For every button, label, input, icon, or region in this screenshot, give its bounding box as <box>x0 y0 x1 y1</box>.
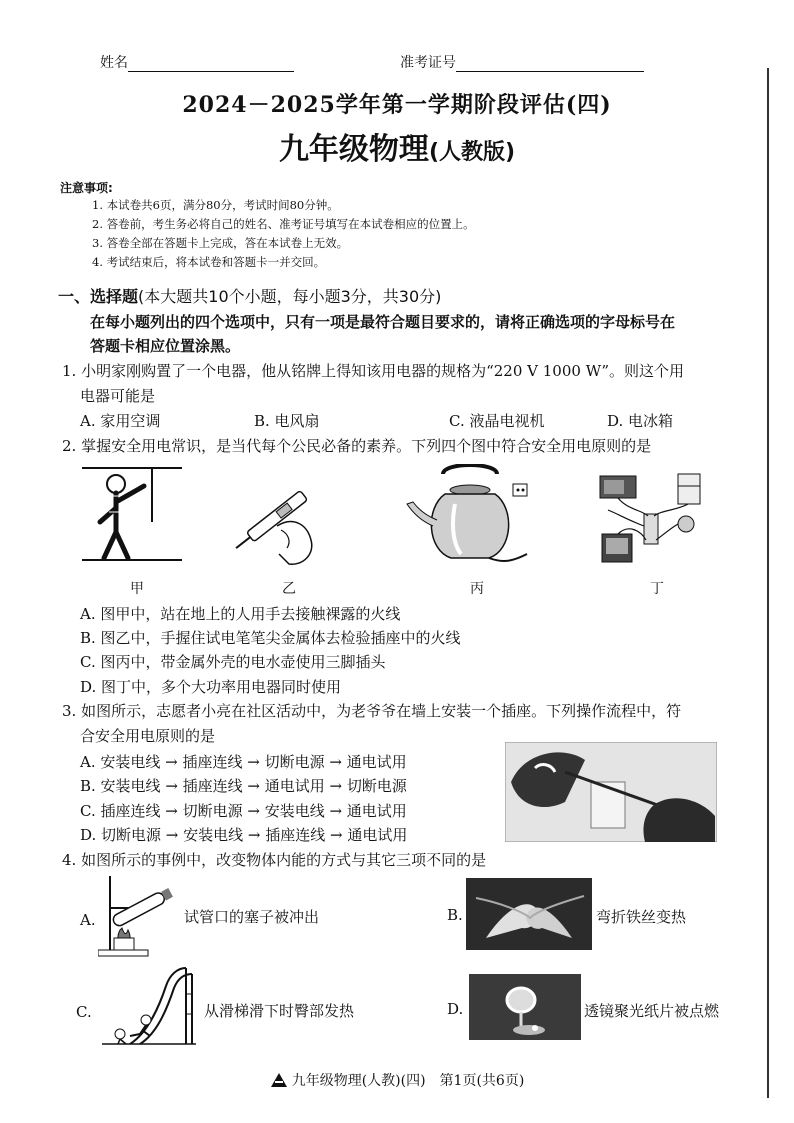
page-footer <box>0 1070 794 1090</box>
q4-option-d-text: 透镜聚光纸片被点燃 <box>584 1002 720 1020</box>
subject-title-edition: (人教版) <box>428 140 516 165</box>
section-heading-note: (本大题共10个小题，每小题3分，共30分) <box>138 287 442 306</box>
q1-option-b: B. 电风扇 <box>254 412 320 430</box>
question-3-text: 3. 如图所示，志愿者小亮在社区活动中，为老爷爷在墙上安装一个插座。下列操作流程中，符 <box>62 702 682 720</box>
q4-option-c-text: 从滑梯滑下时臀部发热 <box>204 1002 355 1020</box>
figure-q3-installing-socket-photo <box>505 742 717 842</box>
notice-heading: 注意事项: <box>60 181 113 195</box>
q1-option-c: C. 液晶电视机 <box>449 412 545 430</box>
q4-option-b-letter: B. <box>447 906 463 924</box>
exam-title: 2024－2025学年第一学期阶段评估(四) <box>182 92 612 118</box>
figure-jia-person-touching-wire <box>82 462 182 568</box>
q4-option-a-letter: A. <box>80 911 96 929</box>
question-2-text: 2. 掌握安全用电常识，是当代每个公民必备的素养。下列四个图中符合安全用电原则的是 <box>62 437 652 455</box>
q4-option-d-letter: D. <box>447 1000 464 1018</box>
exam-id-blank[interactable] <box>456 57 644 72</box>
q1-option-d: D. 电冰箱 <box>607 412 674 430</box>
figure-q4b-bending-wire-photo <box>466 878 592 950</box>
section-instruction: 答题卡相应位置涂黑。 <box>90 337 241 355</box>
publisher-logo-icon <box>270 1072 288 1088</box>
q4-option-a-text: 试管口的塞子被冲出 <box>184 908 320 926</box>
figure-caption-yi: 乙 <box>282 581 296 597</box>
page-right-border <box>767 68 769 1098</box>
section-instruction: 在每小题列出的四个选项中，只有一项是最符合题目要求的，请将正确选项的字母标号在 <box>90 313 676 331</box>
q4-option-b-text: 弯折铁丝变热 <box>596 908 687 926</box>
q2-option-a: A. 图甲中，站在地上的人用手去接触裸露的火线 <box>80 605 401 623</box>
subject-title <box>0 124 794 168</box>
subject-title-main: 九年级物理 <box>278 132 429 167</box>
figure-caption-jia: 甲 <box>130 581 144 597</box>
footer-text: 九年级物理(人教)(四) 第1页(共6页) <box>291 1073 525 1089</box>
q1-option-a: A. 家用空调 <box>80 412 161 430</box>
notice-item: 4. 考试结束后，将本试卷和答题卡一并交回。 <box>92 255 326 269</box>
q3-option-a: A. 安装电线 → 插座连线 → 切断电源 → 通电试用 <box>80 753 407 771</box>
question-4-text: 4. 如图所示的事例中，改变物体内能的方式与其它三项不同的是 <box>62 851 487 869</box>
section-heading-title: 一、选择题 <box>58 287 139 306</box>
question-1-text: 1. 小明家刚购置了一个电器，他从铭牌上得知该用电器的规格为“220 V 1000 W”。则这个用 <box>62 362 685 380</box>
figure-q4d-lens-burning-paper-photo <box>469 974 581 1040</box>
notice-item: 2. 答卷前，考生务必将自己的姓名、准考证号填写在本试卷相应的位置上。 <box>92 217 475 231</box>
figure-q4c-slide <box>100 964 196 1048</box>
exam-id-label: 准考证号 <box>400 55 456 71</box>
notice-item: 1. 本试卷共6页，满分80分，考试时间80分钟。 <box>92 198 339 212</box>
figure-caption-bing: 丙 <box>470 581 484 597</box>
q2-option-d: D. 图丁中，多个大功率用电器同时使用 <box>80 678 342 696</box>
figure-bing-electric-kettle <box>405 464 545 570</box>
question-3-text: 合安全用电原则的是 <box>80 727 216 745</box>
figure-caption-ding: 丁 <box>650 581 664 597</box>
name-field <box>100 52 294 72</box>
figure-q4a-test-tube-cork <box>98 872 180 958</box>
notice-item: 3. 答卷全部在答题卡上完成，答在本试卷上无效。 <box>92 236 349 250</box>
q3-option-b: B. 安装电线 → 插座连线 → 通电试用 → 切断电源 <box>80 777 407 795</box>
q2-option-b: B. 图乙中，手握住试电笔笔尖金属体去检验插座中的火线 <box>80 629 461 647</box>
name-blank[interactable] <box>128 57 294 72</box>
section-heading <box>58 284 441 307</box>
q2-option-c: C. 图丙中，带金属外壳的电水壶使用三脚插头 <box>80 653 386 671</box>
figure-ding-multiple-appliances <box>598 470 710 570</box>
q4-option-c-letter: C. <box>76 1003 92 1021</box>
q3-option-c: C. 插座连线 → 切断电源 → 安装电线 → 通电试用 <box>80 802 407 820</box>
question-1-text: 电器可能是 <box>80 387 156 405</box>
exam-id-field <box>400 52 644 72</box>
figure-yi-test-pen <box>233 464 333 568</box>
q3-option-d: D. 切断电源 → 安装电线 → 插座连线 → 通电试用 <box>80 826 408 844</box>
name-label: 姓名 <box>100 55 128 71</box>
